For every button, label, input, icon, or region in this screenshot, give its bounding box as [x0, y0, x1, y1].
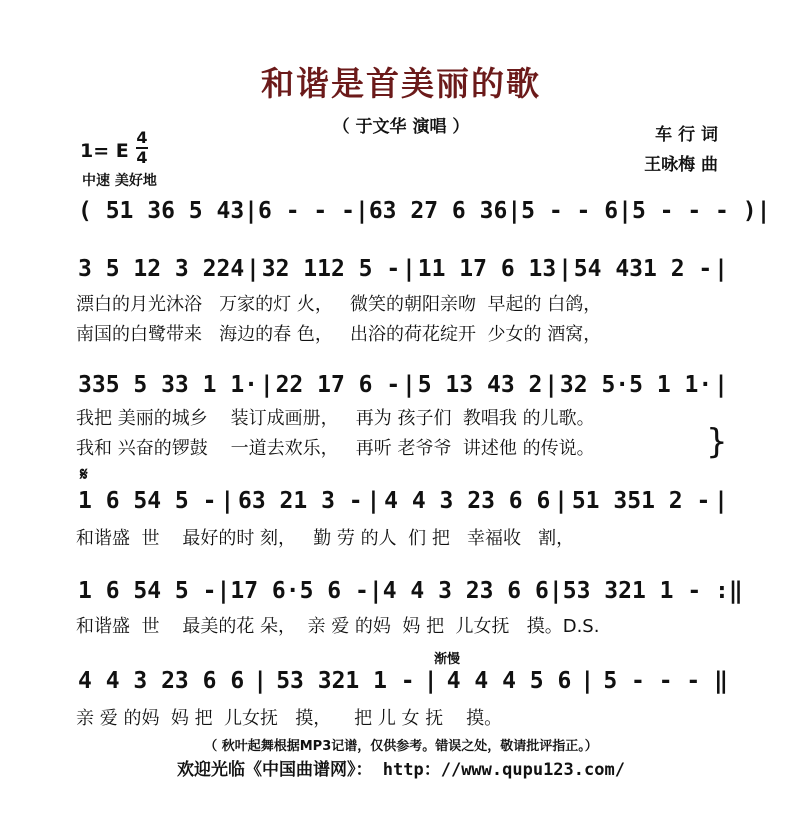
lyric-line: 和谐盛 世 最美的花 朵， 亲 爱 的妈 妈 把 儿女抚 摸。D.S.: [76, 616, 600, 637]
measure: 1 6 54 5 -: [78, 488, 217, 514]
lyric-line: 漂白的月光沐浴 万家的灯 火， 微笑的朝阳亲吻 早起的 白鸽，: [76, 294, 602, 315]
lyric-line: 南国的白鹭带来 海边的春 色， 出浴的荷花绽开 少女的 酒窝，: [76, 324, 602, 345]
lyric-line: 和谐盛 世 最好的时 刻， 勤 劳 的人 们 把 幸福收 割，: [76, 528, 575, 549]
measure: 32 5·5 1 1·: [559, 372, 713, 398]
music-row-1: ( 51 36 5 43 | 6 - - - | 63 27 6 36 | 5 - - 6 | 5 - - - ) |: [78, 198, 771, 224]
measure: 11 17 6 13: [417, 256, 557, 282]
measure: 63 21 3 -: [238, 488, 363, 514]
measure: 5 - - 6: [521, 198, 619, 224]
song-title: 和谐是首美丽的歌: [261, 64, 541, 103]
music-row-4: 1 6 54 5 - | 63 21 3 - | 4 4 3 23 6 6 | 51 351 2 - |: [78, 488, 728, 514]
measure: ( 51 36 5 43: [78, 198, 245, 224]
measure: 63 27 6 36: [368, 198, 508, 224]
verse-brace: }: [706, 422, 728, 462]
measure: 32 112 5 -: [261, 256, 401, 282]
transcription-note: （ 秋叶起舞根据MP3记谱，仅供参考。错误之处，敬请批评指正。）: [204, 739, 598, 754]
credits-block: [644, 120, 718, 180]
measure: 1 6 54 5 -: [78, 578, 217, 604]
measure: 5 - - - ): [631, 198, 757, 224]
measure: 51 351 2 -: [571, 488, 711, 514]
measure: 3 5 12 3 224: [78, 256, 245, 282]
measure: 4 4 4 5 6: [446, 668, 572, 694]
music-row-5: 1 6 54 5 - | 17 6·5 6 - | 4 4 3 23 6 6 | 53 321 1 - :‖: [78, 578, 743, 604]
measure: 4 4 3 23 6 6: [384, 488, 551, 514]
lyric-line: 我把 美丽的城乡 装订成画册， 再为 孩子们 教唱我 的儿歌。: [76, 408, 595, 429]
tempo-marking: 中速 美好地: [82, 173, 157, 189]
measure: 53 321 1 - :‖: [562, 578, 743, 604]
lyric-line: 亲 爱 的妈 妈 把 儿女抚 摸， 把 儿 女 抚 摸。: [76, 708, 503, 729]
measure: 4 4 3 23 6 6: [382, 578, 549, 604]
segno-sign: 𝄋: [80, 464, 88, 485]
measure: 4 4 3 23 6 6: [78, 668, 245, 694]
music-row-2: 3 5 12 3 224 | 32 112 5 - | 11 17 6 13 | 54 431 2 - |: [78, 256, 728, 282]
tempo-change-mark: 渐慢: [434, 652, 461, 667]
measure: 22 17 6 -: [275, 372, 401, 398]
measure: 6 - - -: [258, 198, 355, 224]
site-footer: 欢迎光临《中国曲谱网》： http：//www.qupu123.com/: [177, 760, 625, 780]
measure: 17 6·5 6 -: [230, 578, 369, 604]
music-row-6: 4 4 3 23 6 6 | 53 321 1 - | 4 4 4 5 6 | 5 - - - ‖: [78, 668, 728, 694]
key-signature: 1= E: [80, 140, 129, 162]
measure: 53 321 1 -: [276, 668, 415, 694]
singer-credit: （ 于文华 演唱 ）: [332, 117, 470, 137]
measure: 5 - - - ‖: [603, 668, 728, 694]
time-signature-top: 4: [136, 128, 148, 147]
lyricist-credit: 车 行 词: [655, 125, 718, 145]
measure: 335 5 33 1 1·: [78, 372, 259, 398]
time-signature-bottom: 4: [136, 148, 148, 167]
time-signature: [136, 130, 148, 166]
measure: 54 431 2 -: [573, 256, 713, 282]
lyric-line: 我和 兴奋的锣鼓 一道去欢乐， 再听 老爷爷 讲述他 的传说。: [76, 438, 595, 459]
composer-credit: 王咏梅 曲: [644, 155, 718, 175]
measure: 5 13 43 2: [417, 372, 543, 398]
music-row-3: 335 5 33 1 1· | 22 17 6 - | 5 13 43 2 | 32 5·5 1 1· |: [78, 372, 728, 398]
